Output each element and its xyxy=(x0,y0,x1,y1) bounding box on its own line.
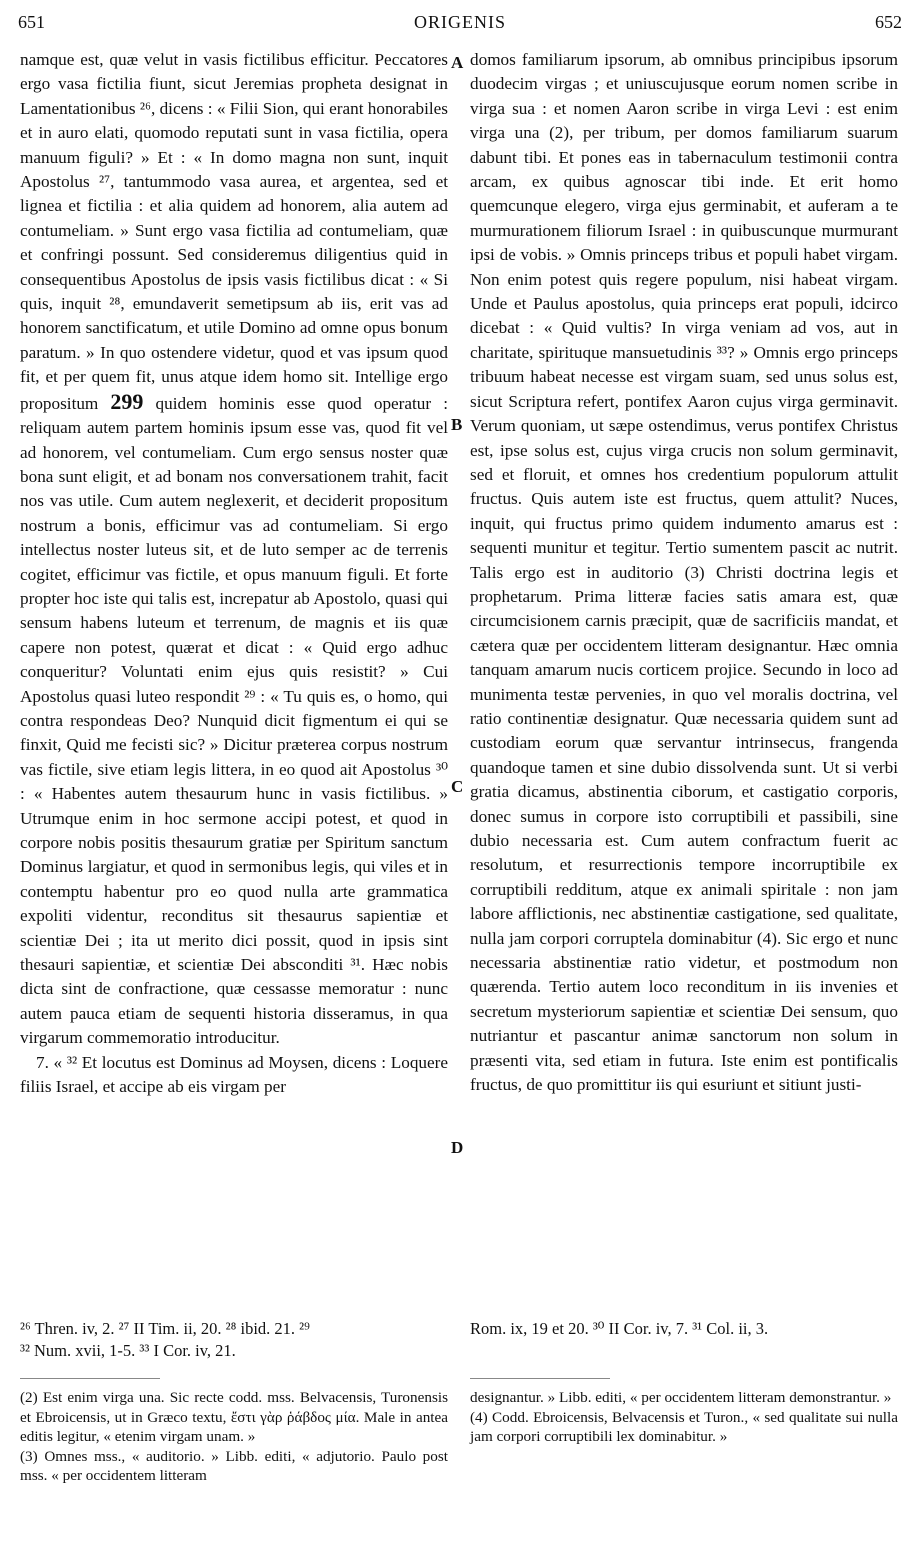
left-paragraph-1 xyxy=(20,48,448,1051)
footnote-2: (2) Est enim virga una. Sic recte codd. mss. Belvacensis, Turonensis et Ebroicensis, ut in Græco textu, ἔστι γὰρ ῥάβδος μία. Male in antea editis legitur, « etenim virgam unam. » xyxy=(20,1389,448,1446)
folio-number: 299 xyxy=(110,388,144,414)
footnote-rule-left xyxy=(20,1378,160,1379)
margin-letter-a: A xyxy=(451,53,464,72)
margin-letter-d: D xyxy=(451,1138,464,1157)
footnotes-left xyxy=(20,1388,448,1486)
running-title: ORIGENIS xyxy=(414,12,506,32)
scripture-notes-left xyxy=(20,1318,450,1362)
margin-letter-c: C xyxy=(451,777,464,796)
left-paragraph-2: 7. « ³² Et locutus est Dominus ad Moysen, dicens : Loquere filiis Israel, et accipe ab eis virgam per xyxy=(20,1052,448,1097)
page-number-left: 651 xyxy=(18,12,45,32)
right-column xyxy=(470,48,898,1097)
scripture-note-line-1: ²⁶ Thren. iv, 2. ²⁷ II Tim. ii, 20. ²⁸ ibid. 21. ²⁹ xyxy=(20,1319,310,1338)
footnote-4: (4) Codd. Ebroicensis, Belvacensis et Turon., « sed qualitate sui nulla jam corpori corruptibili lex dominabitur. » xyxy=(470,1408,898,1446)
left-text-1b: quidem hominis esse quod operatur : reliquam autem partem hominis ipsum esse vas, quod fit vel ad honorem, vel contumeliam. Cum ergo sensus noster quæ bona sunt eligit, et ad bonam nos conversationem trahit, facit nos vas utile. Cum autem neglexerit, et deciderit propositum nostrum a bonis, efficimur vas ad contumeliam. Si ergo intellectus noster luteus sit, et de luto semper ac de terrenis cogitet, efficimur vas fictile, et opus manuum figuli. Et forte propter hoc iste qui talis est, increpatur ab Apostolo, quasi qui sensum habens luteum et terrenum, de magnis et iis quæ capere non potest, quærat et dicat : « Quid ergo adhuc conqueritur? Voluntati enim ejus quis resistit? » Cui Apostolus quasi luteo respondit ²⁹ : « Tu quis es, o homo, qui contra respondeas Deo? Nunquid dicit figmentum ei qui se finxit, Quid me fecisti sic? » Dicitur præterea corpus nostrum vas fictile, sive etiam legis littera, in eo quod ait Apostolus ³⁰ : « Habentes autem thesaurum hunc in vasis fictilibus. » Utrumque enim in hoc sermone accipi potest, et quod in corpore nobis positis thesaurum gratiæ per Spiritum sanctum Dominus largiatur, et quod in sermonibus legis, qui viles et in contemptu habentur pro eo quod nulla arte grammatica expoliti videntur, reconditus sit thesaurus sapientiæ et scientiæ Dei ; ita ut merito dici possit, quod in ipsis sint thesauri sapientiæ, et scientiæ Dei absconditi ³¹. Hæc nobis dicta sint de confractione, quæ cessasse memoratur : nunc autem pauca etiam de sequenti historia disseramus, in qua virgarum commemoratio introducitur. xyxy=(20,393,449,1048)
right-paragraph-1: domos familiarum ipsorum, ab omnibus principibus ipsorum duodecim virgas ; et uniuscujusque eorum nomen scribe in virga sua : et nomen Aaron scribe in virga Levi : est enim virga una (2), per tribum, per domos familiarum suarum dabunt tibi. Et pones eas in tabernaculum testimonii contra arcam, ex quibus agnoscar tibi inde. Et erit homo quemcunque elegero, virga ejus germinabit, et auferam a te murmurationem filiorum Israel : in quibuscunque murmurant ipsi de vobis. » Omnis princeps tribus et populi habet virgam. Non enim potest quis regere populum, nisi habeat virgam. Unde et Paulus apostolus, quia princeps erat populi, idcirco dicebat : « Quid vultis? In virga veniam ad vos, aut in charitate, spirituque mansuetudinis ³³? » Omnis ergo princeps tribuum habeat necesse est virgam suam, sed unus solus est, sicut Scriptura refert, pontifex Aaron cujus virga germinavit. Verum quoniam, ut sæpe ostendimus, verus pontifex Christus est, ipse solus est, cujus virga crucis non solum germinavit, sed et floruit, et omnes hos credentium populorum attulit fructus. Quis autem iste est fructus, quem attulit? Nuces, inquit, qui fructus primo quidem indumento amarus est : sequenti munitur et tegitur. Tertio sumentem pascit ac nutrit. Talis ergo est in auditorio (3) Christi doctrina legis et prophetarum. Prima litteræ facies satis amara est, quæ circumcisionem carnis præcipit, quæ de sacrificiis mandat, et cætera quæ per occidentem litteram designantur. Hæc omnia tanquam amarum nucis corticem projice. Secundo in loco ad munimenta testæ pervenies, in quo vel moralis doctrina, vel ratio continentiæ designatur. Quæ necessaria quidem sunt ad custodiam eorum quæ servantur intrinsecus, frangenda quandoque tamen et sine dubio dissolvenda sunt. Ut si verbi gratia dicamus, abstinentia ciborum, et castigatio corporis, donec sumus in corpore isto corruptibili et passibili, sine dubio necessaria est. Cum autem confractum fuerit ac resolutum, et resurrectionis tempore incorruptibile ex corruptibili redditum, atque ex animali spiritale : non jam labore afflictionis, nec abstinentiæ castigatione, sed qualitate, nulla jam corpori corruptela dominabitur (4). Sic ergo et nunc necessaria abstinentiæ ratio videtur, et postmodum non quærenda. Tertio autem loco reconditum in iis invenies et secretum mysteriorum sapientiæ et scientiæ Dei sensum, quo nutriantur et pascantur animæ sanctorum non solum in præsenti vita, sed etiam in futura. Iste enim est pontificalis fructus, de quo promittitur iis qui esuriunt et sitiunt justi- xyxy=(470,50,898,1095)
scripture-notes-right xyxy=(470,1318,900,1340)
running-header xyxy=(18,12,902,38)
scripture-note-line-2: ³² Num. xvii, 1-5. ³³ I Cor. iv, 21. xyxy=(20,1341,236,1360)
left-column xyxy=(20,48,448,1099)
scripture-note-line-3: Rom. ix, 19 et 20. ³⁰ II Cor. iv, 7. ³¹ Col. ii, 3. xyxy=(470,1319,769,1338)
footnote-3: (3) Omnes mss., « auditorio. » Libb. editi, « adjutorio. Paulo post mss. « per occidentem litteram xyxy=(20,1447,448,1485)
left-text-1: namque est, quæ velut in vasis fictilibus efficitur. Peccatores ergo vasa fictilia fiunt, sicut Jeremias propheta designat in Lamentationibus ²⁶, dicens : « Filii Sion, qui erant honorabiles et in auro elati, quomodo reputati sunt in vasa fictilia, opera manuum figuli? » Et : « In domo magna non sunt, inquit Apostolus ²⁷, tantummodo vasa aurea, et argentea, sed et lignea et fictilia : et alia quidem ad honorem, alia autem ad contumeliam. » Sunt ergo vasa fictilia ad contumeliam, quæ et confringi possunt. Sed consideremus diligentius quid in consequentibus Apostolus de ipsis vasis fictilibus dicat : « Si quis, inquit ²⁸, emundaverit semetipsum ab iis, erit vas ad honorem sanctificatum, et utile Domino ad omne opus bonum paratum. » In quo ostendere videtur, quod et vas ipsum quod fit, et per quem fit, unus atque idem homo sit. Intellige ergo propositum xyxy=(20,50,448,413)
footnote-3-cont: designantur. » Libb. editi, « per occidentem litteram demonstrantur. » xyxy=(470,1389,892,1406)
footnotes-right xyxy=(470,1388,898,1447)
page-number-right: 652 xyxy=(875,12,902,32)
margin-letter-b: B xyxy=(451,415,463,434)
footnote-rule-right xyxy=(470,1378,610,1379)
